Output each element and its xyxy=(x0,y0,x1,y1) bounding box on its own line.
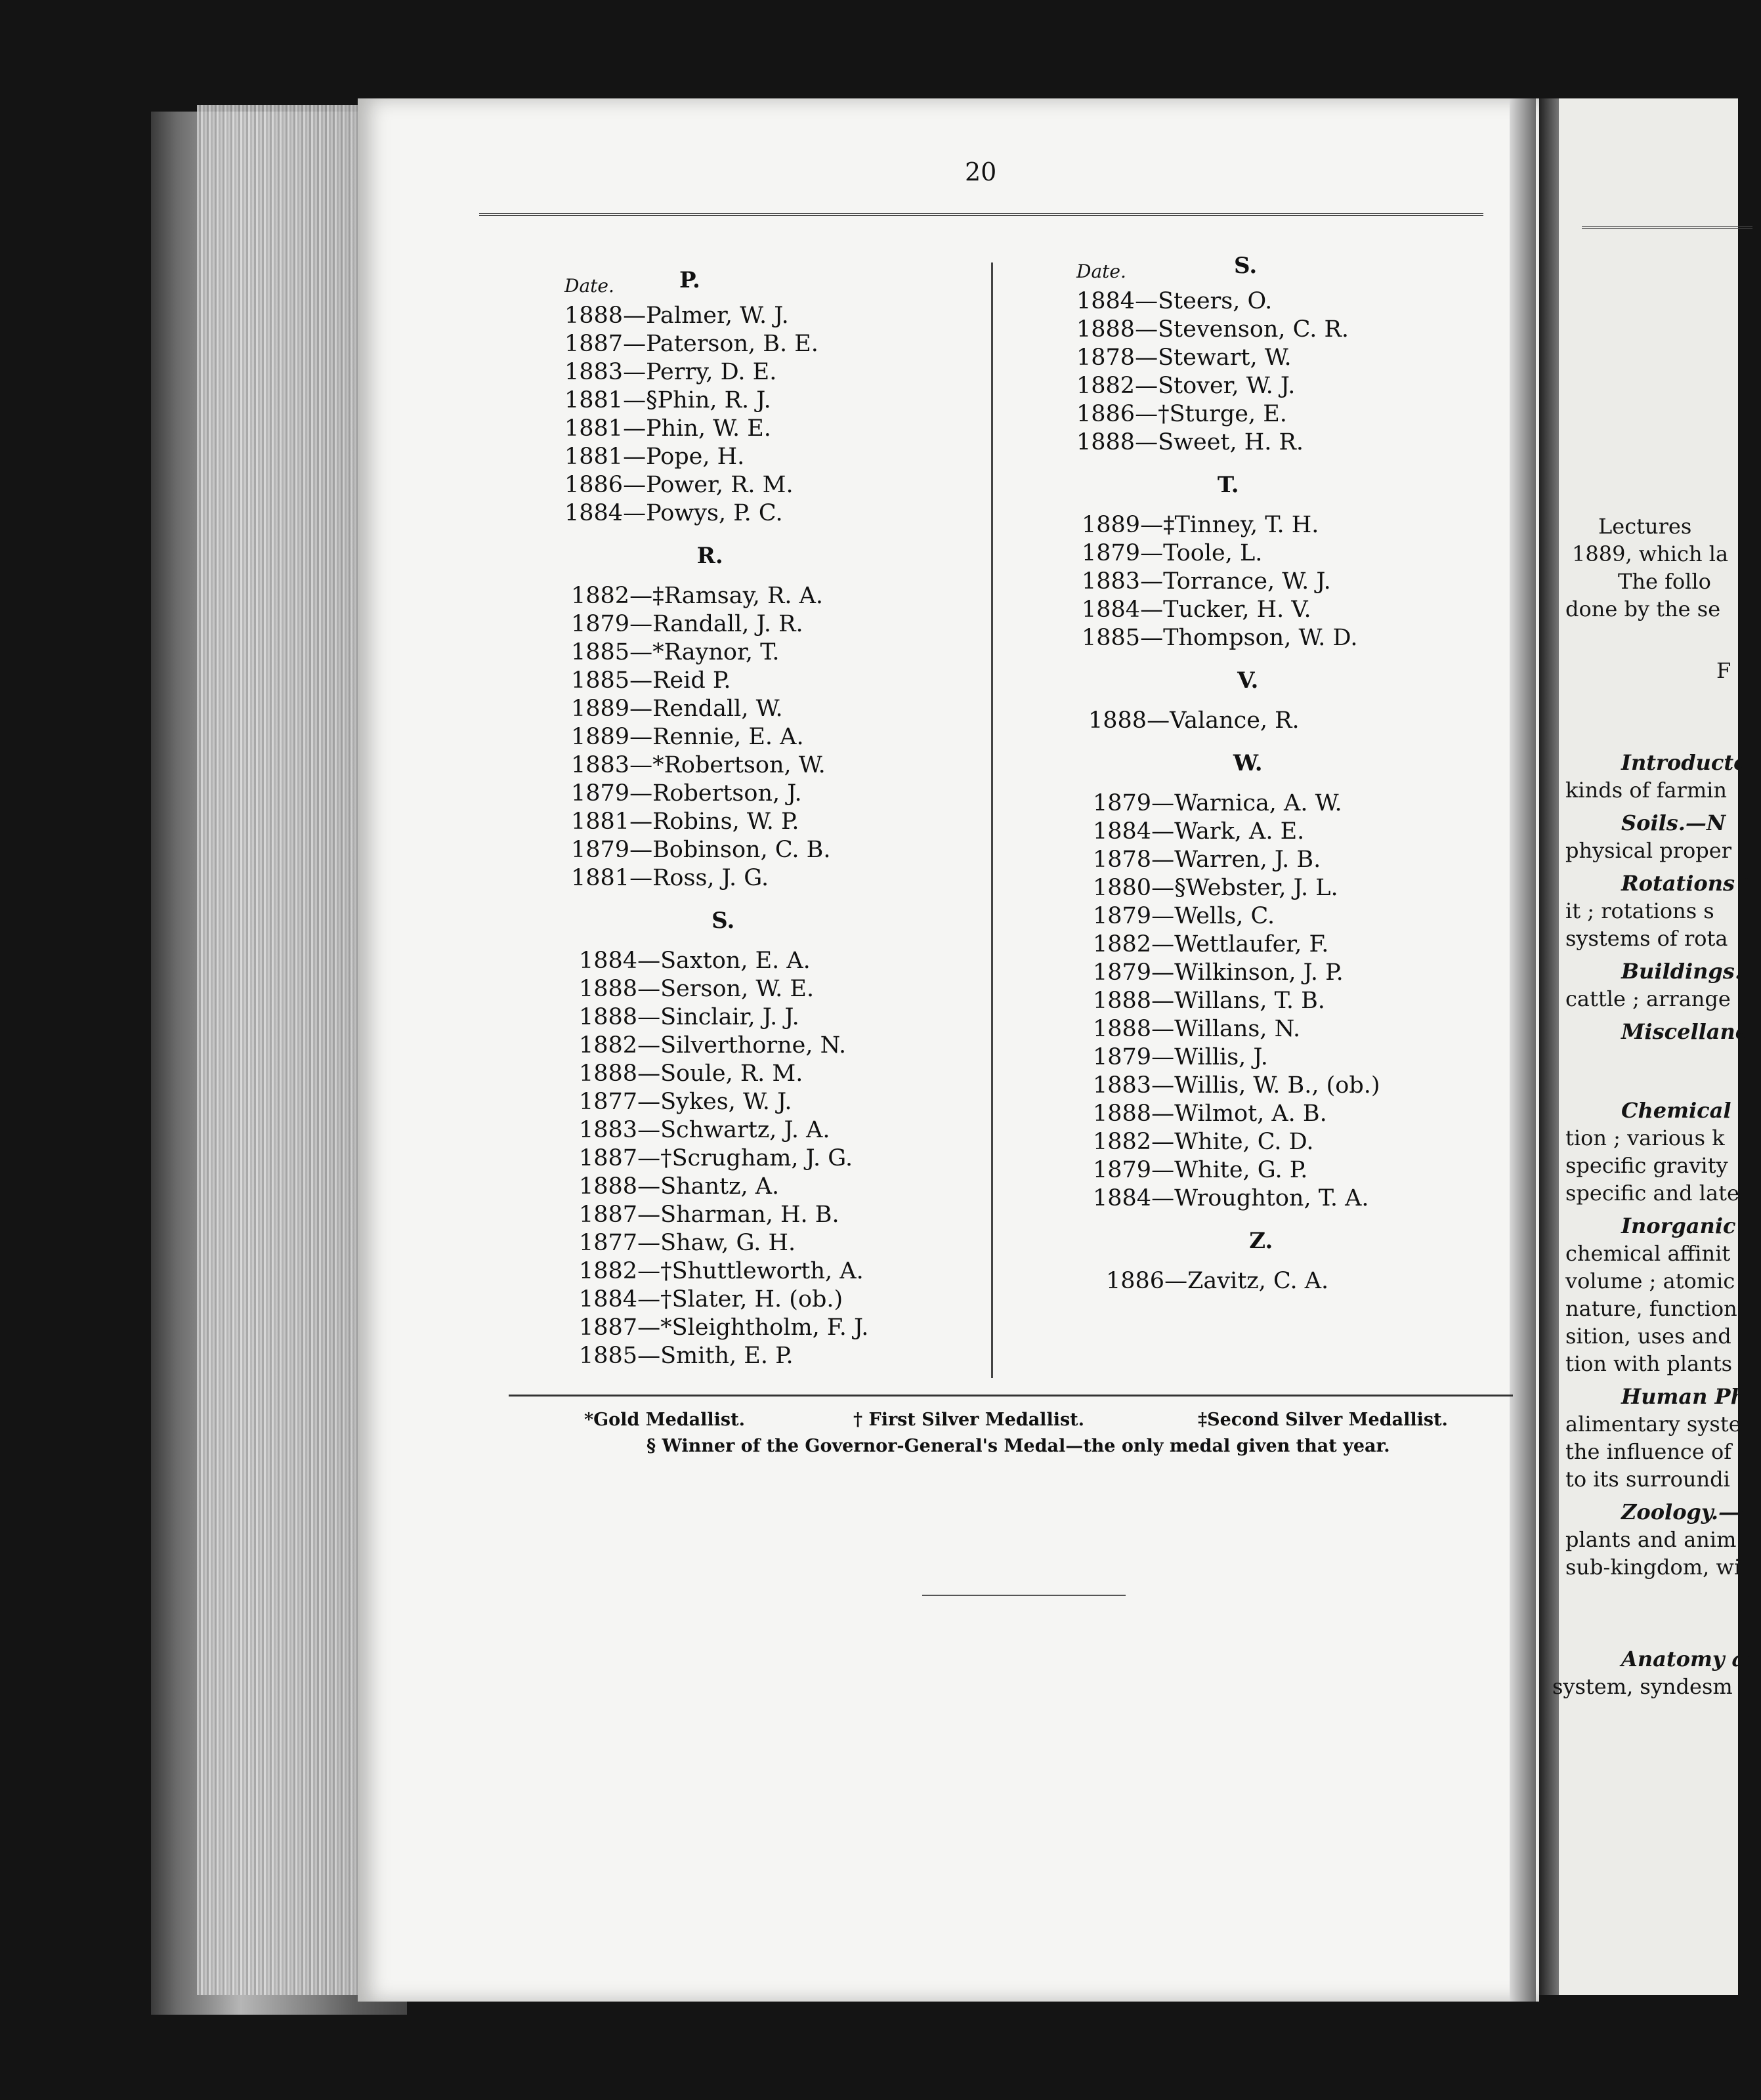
facing-page-line: it ; rotations s xyxy=(1565,898,1714,923)
facing-page-line: Inorganic xyxy=(1621,1213,1736,1238)
roll-entry: 1880—§Webster, J. L. xyxy=(1093,875,1338,901)
roll-entry: 1884—†Slater, H. (ob.) xyxy=(579,1286,843,1312)
facing-page-line: Lectures xyxy=(1598,514,1692,539)
footnote-gold: *Gold Medallist. xyxy=(584,1410,746,1430)
facing-page-line: Rotations i xyxy=(1621,871,1750,896)
header-rule xyxy=(479,213,1483,216)
letter-p: P. xyxy=(679,267,700,293)
roll-entry: 1888—Willans, N. xyxy=(1093,1016,1301,1042)
roll-entry: 1879—Willis, J. xyxy=(1093,1044,1268,1070)
roll-entry: 1879—Warnica, A. W. xyxy=(1093,790,1342,816)
roll-entry: 1881—Pope, H. xyxy=(564,444,745,470)
s-entries xyxy=(579,947,868,1370)
roll-entry: 1883—Perry, D. E. xyxy=(564,359,777,385)
roll-entry: 1879—Wells, C. xyxy=(1093,903,1275,929)
roll-entry: 1887—†Scrugham, J. G. xyxy=(579,1145,853,1171)
roll-entry: 1888—Serson, W. E. xyxy=(579,976,815,1002)
facing-page-line: Human Ph xyxy=(1621,1384,1746,1409)
facing-page-line: volume ; atomic xyxy=(1565,1269,1735,1293)
roll-entry: 1879—Toole, L. xyxy=(1082,540,1263,566)
roll-entry: 1882—Wettlaufer, F. xyxy=(1093,931,1329,957)
facing-page-line: chemical affinit xyxy=(1565,1241,1731,1266)
roll-entry: 1878—Stewart, W. xyxy=(1076,345,1292,371)
roll-entry: 1883—Torrance, W. J. xyxy=(1082,568,1331,595)
right-column xyxy=(1076,248,1380,1295)
roll-entry: 1882—White, C. D. xyxy=(1093,1129,1314,1155)
column-divider xyxy=(991,262,993,1378)
facing-page-line: Zoology.—I xyxy=(1621,1500,1749,1524)
v-entries xyxy=(1088,707,1380,735)
roll-entry: 1884—Powys, P. C. xyxy=(564,500,783,526)
facing-page-line: sition, uses and xyxy=(1565,1324,1731,1349)
z-entries xyxy=(1106,1267,1380,1295)
facing-page-line: cattle ; arrange xyxy=(1565,986,1731,1011)
letter-w: W. xyxy=(1233,750,1263,776)
facing-page-line: alimentary syste xyxy=(1565,1412,1741,1437)
facing-header-rule xyxy=(1582,226,1752,229)
roll-entry: 1889—Rendall, W. xyxy=(571,696,783,722)
roll-entry: 1877—Shaw, G. H. xyxy=(579,1230,796,1256)
roll-entry: 1888—Willans, T. B. xyxy=(1093,988,1325,1014)
letter-s: S. xyxy=(711,908,735,934)
roll-entry: 1888—Soule, R. M. xyxy=(579,1060,803,1087)
facing-page-line: to its surroundi xyxy=(1565,1467,1730,1492)
roll-entry: 1888—Palmer, W. J. xyxy=(564,303,789,329)
facing-page-line: specific and late xyxy=(1565,1181,1739,1206)
facing-page-line: Introducto xyxy=(1621,750,1748,775)
facing-page xyxy=(1539,98,1761,1995)
roll-entry: 1878—Warren, J. B. xyxy=(1093,847,1321,873)
roll-entry: 1883—*Robertson, W. xyxy=(571,752,826,778)
roll-entry: 1881—§Phin, R. J. xyxy=(564,387,771,413)
letter-z: Z. xyxy=(1249,1228,1273,1254)
page-edges xyxy=(197,105,368,1995)
roll-entry: 1882—‡Ramsay, R. A. xyxy=(571,583,823,609)
facing-page-line: Miscellane xyxy=(1621,1019,1749,1044)
roll-entry: 1888—Sweet, H. R. xyxy=(1076,429,1304,455)
letter-s-right: S. xyxy=(1234,253,1258,279)
roll-entry: 1879—Wilkinson, J. P. xyxy=(1093,959,1344,986)
roll-entry: 1887—*Sleightholm, F. J. xyxy=(579,1314,869,1341)
letter-r: R. xyxy=(696,543,723,569)
roll-entry: 1888—Wilmot, A. B. xyxy=(1093,1101,1327,1127)
r-entries xyxy=(571,582,868,892)
footnote-second-silver: ‡Second Silver Medallist. xyxy=(1198,1410,1448,1430)
roll-entry: 1885—Smith, E. P. xyxy=(579,1343,794,1369)
roll-entry: 1884—Saxton, E. A. xyxy=(579,948,811,974)
roll-entry: 1879—Robertson, J. xyxy=(571,780,802,807)
facing-page-line: kinds of farmin xyxy=(1565,778,1727,803)
footnote-governor: § Winner of the Governor-General's Medal—the only medal given that year. xyxy=(647,1436,1390,1456)
roll-entry: 1889—‡Tinney, T. H. xyxy=(1082,512,1319,538)
roll-entry: 1879—Randall, J. R. xyxy=(571,611,803,637)
left-column xyxy=(564,262,868,1370)
roll-entry: 1885—*Raynor, T. xyxy=(571,639,780,665)
roll-entry: 1887—Sharman, H. B. xyxy=(579,1202,839,1228)
letter-v: V. xyxy=(1237,667,1259,694)
left-column-head xyxy=(564,262,868,302)
facing-page-line: Chemical xyxy=(1621,1098,1731,1123)
footnote-rule xyxy=(509,1395,1513,1396)
roll-entry: 1883—Schwartz, J. A. xyxy=(579,1117,830,1143)
roll-entry: 1881—Robins, W. P. xyxy=(571,808,799,835)
facing-page-line: system, syndesm xyxy=(1552,1674,1733,1699)
w-entries xyxy=(1093,789,1380,1213)
roll-entry: 1884—Wark, A. E. xyxy=(1093,818,1305,845)
letter-t: T. xyxy=(1217,472,1239,498)
facing-page-line: nature, function xyxy=(1565,1296,1737,1321)
facing-page-line: 1889, which la xyxy=(1572,541,1729,566)
footnote-first-silver: † First Silver Medallist. xyxy=(853,1410,1085,1430)
right-column-head xyxy=(1076,248,1380,287)
book-gutter xyxy=(1510,98,1536,2002)
facing-page-line: tion with plants xyxy=(1565,1351,1733,1376)
roll-entry: 1886—Power, R. M. xyxy=(564,472,794,498)
facing-page-line: the influence of xyxy=(1565,1439,1732,1464)
roll-entry: 1884—Steers, O. xyxy=(1076,288,1273,314)
roll-entry: 1888—Shantz, A. xyxy=(579,1173,780,1200)
roll-entry: 1882—†Shuttleworth, A. xyxy=(579,1258,864,1284)
end-rule xyxy=(922,1595,1126,1596)
roll-entry: 1884—Wroughton, T. A. xyxy=(1093,1185,1369,1211)
facing-page-line: Buildings. xyxy=(1621,959,1742,984)
s-entries-right xyxy=(1076,287,1380,457)
facing-page-line: plants and anim xyxy=(1565,1527,1737,1552)
facing-page-line: sub-kingdom, wi xyxy=(1565,1555,1741,1580)
facing-page-line: F xyxy=(1716,658,1731,683)
roll-entry: 1882—Stover, W. J. xyxy=(1076,373,1296,399)
facing-page-line: The follo xyxy=(1618,569,1711,594)
t-entries xyxy=(1082,511,1380,652)
roll-entry: 1877—Sykes, W. J. xyxy=(579,1089,792,1115)
facing-page-gutter xyxy=(1539,98,1559,1995)
roll-entry: 1881—Ross, J. G. xyxy=(571,865,769,891)
roll-entry: 1881—Phin, W. E. xyxy=(564,415,771,442)
roll-entry: 1886—†Sturge, E. xyxy=(1076,401,1287,427)
roll-entry: 1886—Zavitz, C. A. xyxy=(1106,1268,1329,1294)
roll-entry: 1888—Stevenson, C. R. xyxy=(1076,316,1349,343)
facing-page-line: tion ; various k xyxy=(1565,1125,1725,1150)
facing-page-line: systems of rota xyxy=(1565,926,1728,951)
roll-entry: 1889—Rennie, E. A. xyxy=(571,724,804,750)
facing-page-line: done by the se xyxy=(1565,597,1721,621)
facing-page-line: specific gravity xyxy=(1565,1153,1728,1178)
roll-entry: 1882—Silverthorne, N. xyxy=(579,1032,847,1059)
roll-entry: 1885—Thompson, W. D. xyxy=(1082,625,1358,651)
facing-page-line: Anatomy an xyxy=(1621,1647,1761,1671)
roll-entry: 1879—White, G. P. xyxy=(1093,1157,1308,1183)
date-label-right: Date. xyxy=(1076,261,1126,282)
roll-entry: 1888—Sinclair, J. J. xyxy=(579,1004,799,1030)
facing-page-line: Soils.—N xyxy=(1621,810,1726,835)
facing-page-line: physical proper xyxy=(1565,838,1731,863)
p-entries xyxy=(564,302,868,528)
roll-entry: 1879—Bobinson, C. B. xyxy=(571,837,831,863)
roll-entry: 1884—Tucker, H. V. xyxy=(1082,597,1311,623)
roll-entry: 1888—Valance, R. xyxy=(1088,707,1300,734)
date-label: Date. xyxy=(564,275,614,297)
roll-entry: 1885—Reid P. xyxy=(571,667,731,694)
roll-entry: 1887—Paterson, B. E. xyxy=(564,331,818,357)
roll-entry: 1883—Willis, W. B., (ob.) xyxy=(1093,1072,1380,1099)
page-number: 20 xyxy=(965,158,997,186)
